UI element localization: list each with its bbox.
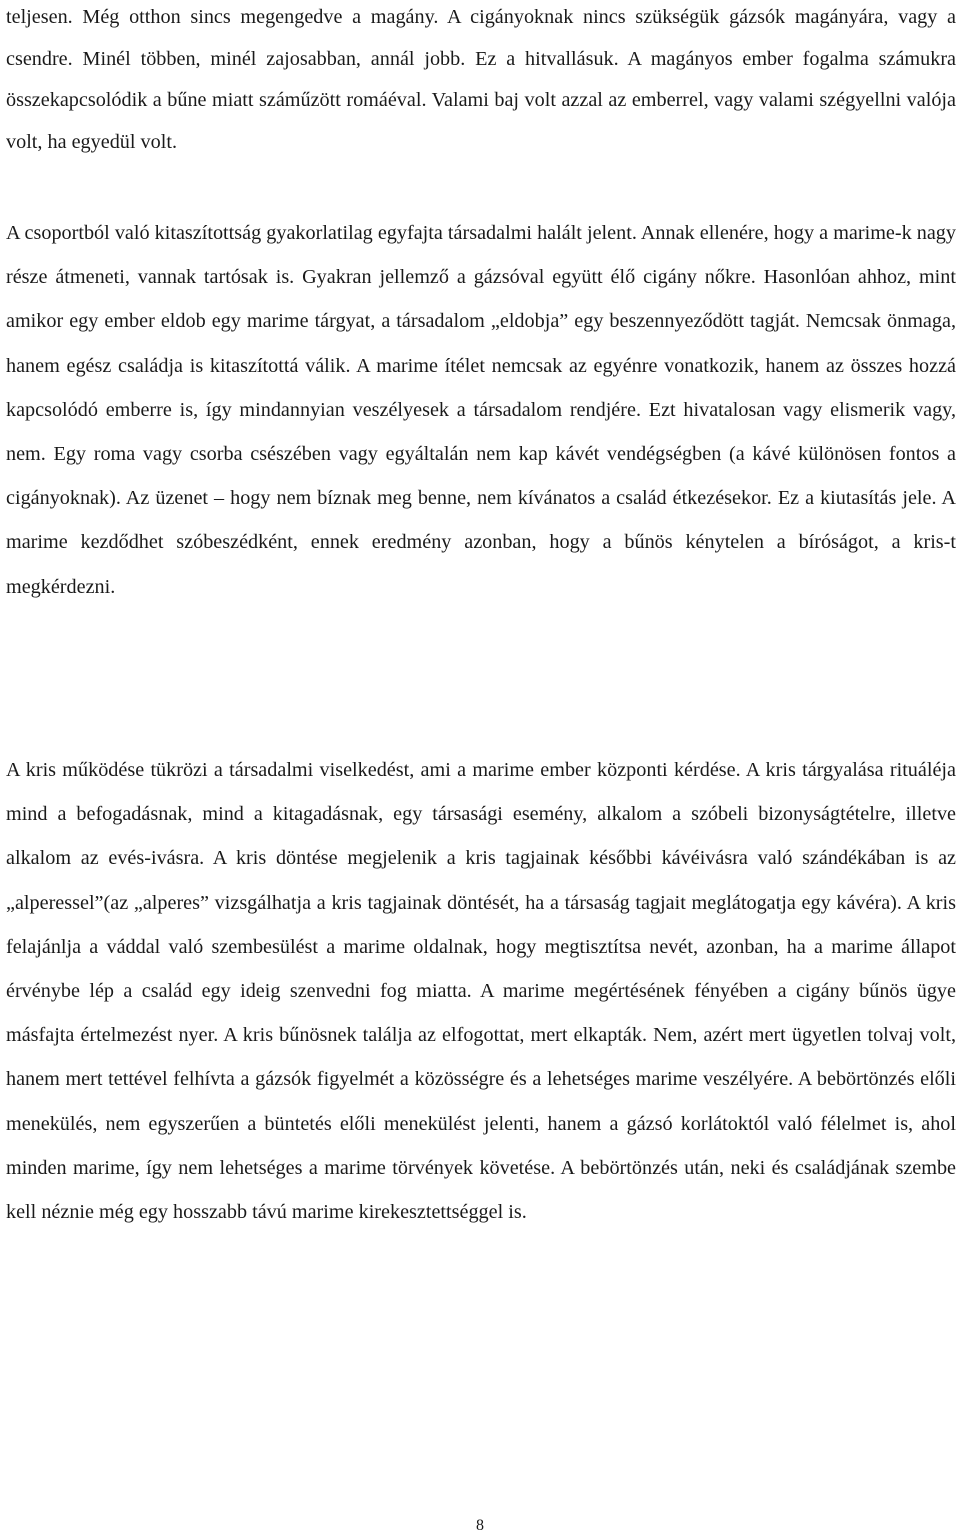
page-number: 8 — [476, 1517, 484, 1534]
paragraph-3: A kris működése tükrözi a társadalmi viselkedést, ami a marime ember központi kérdése. A kris tárgyalása rituáléja mind a befogadásnak, mind a kitagadásnak, egy társasági esemény, alkalom a szóbeli bizonyságtételre, illetve alkalom az evés-ivásra. A kris döntése megjelenik a kris tagjainak későbbi kávéivásra való szándékában is az „alperessel”(az „alperes” vizsgálhatja a kris tagjainak döntését, ha a társaság tagjait meglátogatja egy kávéra). A kris felajánlja a váddal való szembesülést a marime oldalnak, hogy megtisztítsa nevét, azonban, ha a marime állapot érvénybe lép a család egy ideig szenvedni fog miatta. A marime megértésének fényében a cigány bűnös ügye másfajta értelmezést nyer. A kris bűnösnek találja az elfogottat, mert elkapták. Nem, azért mert ügyetlen tolvaj volt, hanem mert tettével felhívta a gázsók figyelmét a közösségre és a lehetséges marime veszélyére. A bebörtönzés előli menekülés, nem egyszerűen a büntetés előli menekülést jelenti, hanem a gázsó korlátoktól való félelmet is, ahol minden marime, így nem lehetséges a marime törvények követése. A bebörtönzés után, neki és családjának szembe kell néznie még egy hosszabb távú marime kirekesztettséggel is. — [6, 759, 956, 1224]
paragraph-2: A csoportból való kitaszítottság gyakorlatilag egyfajta társadalmi halált jelent. Annak ellenére, hogy a marime-k nagy része átmeneti, vannak tartósak is. Gyakran jellemző a gázsóval együtt élő cigány nőkre. Hasonlóan ahhoz, mint amikor egy ember eldob egy marime tárgyat, a társadalom „eldobja” egy beszennyeződött tagját. Nemcsak önmaga, hanem egész családja is kitaszítottá válik. A marime ítélet nemcsak az egyénre vonatkozik, hanem az összes hozzá kapcsolódó emberre is, így mindannyian veszélyesek a társadalom rendjére. Ezt hivatalosan vagy elismerik vagy, nem. Egy roma vagy csorba csészében vagy egyáltalán nem kap kávét vendégségben (a kávé különösen fontos a cigányoknak). Az üzenet – hogy nem bíznak meg benne, nem kívánatos a család étkezésekor. Ez a kiutasítás jele. A marime kezdődhet szóbeszédként, ennek eredmény azonban, hogy a bűnös kénytelen a bíróságot, a kris-t megkérdezni. — [6, 222, 956, 598]
paragraph-1: teljesen. Még otthon sincs megengedve a magány. A cigányoknak nincs szükségük gázsók magányára, vagy a csendre. Minél többen, minél zajosabban, annál jobb. Ez a hitvallásuk. A magányos ember fogalma számukra összekapcsolódik a bűne miatt száműzött romáéval. Valami baj volt azzal az emberrel, vagy valami szégyellni valója volt, ha egyedül volt. — [6, 6, 956, 153]
